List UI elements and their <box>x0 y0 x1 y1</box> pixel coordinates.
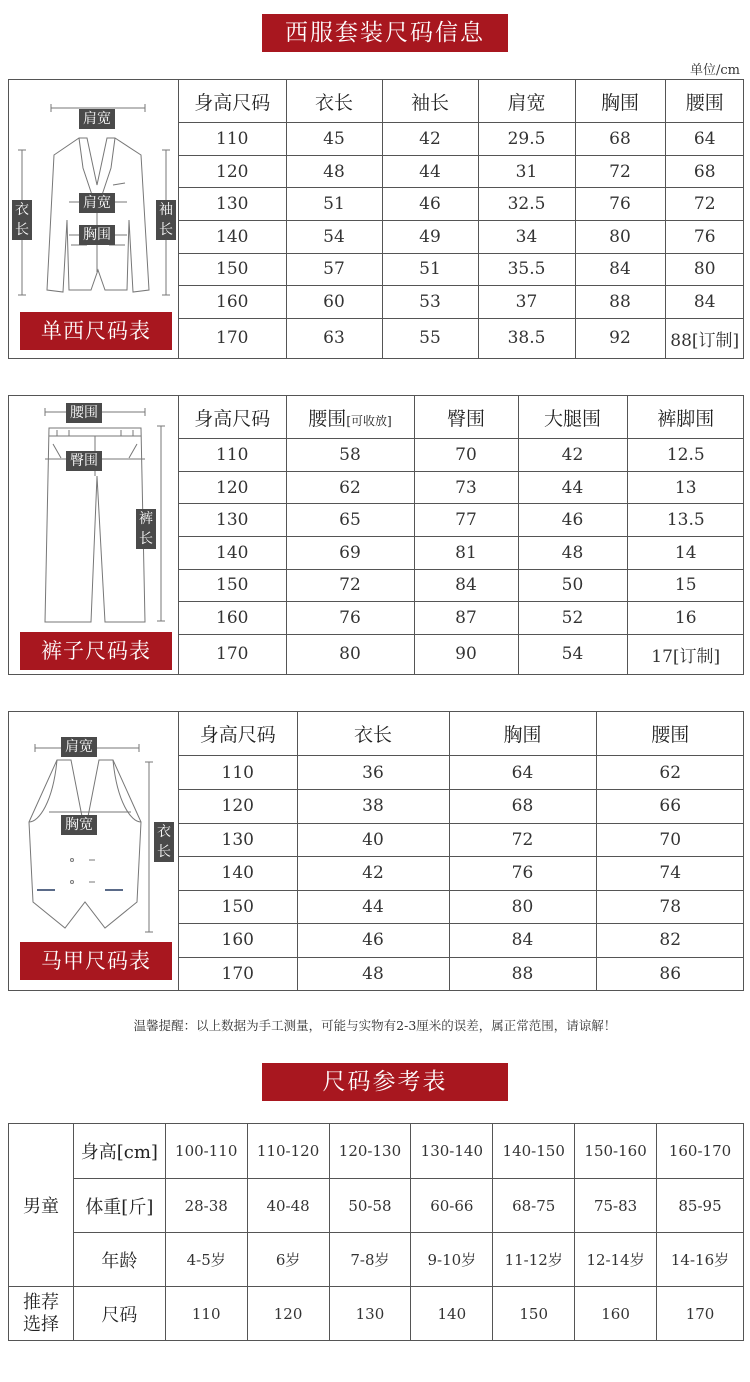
table-cell: 42 <box>297 857 449 891</box>
table-cell: 68 <box>449 789 596 823</box>
table-row <box>9 1179 744 1233</box>
table-cell: 84 <box>414 569 518 602</box>
table-cell: 42 <box>518 439 627 472</box>
table-cell: 120-130 <box>329 1124 411 1179</box>
table-row <box>179 756 744 790</box>
table-cell: 81 <box>414 537 518 570</box>
adjustable-note: [可收放] <box>346 413 392 428</box>
table-header-row <box>179 396 744 439</box>
header-cell: 胸围 <box>575 80 665 123</box>
table-cell: 54 <box>518 634 627 674</box>
table-cell: 84 <box>449 924 596 958</box>
jacket-table-tag: 单西尺码表 <box>20 312 172 350</box>
header-cell: 身高尺码 <box>179 712 297 756</box>
table-cell: 64 <box>665 123 744 156</box>
table-cell: 150 <box>179 569 286 602</box>
vest-size-table <box>179 712 744 990</box>
row-label: 尺码 <box>73 1287 165 1341</box>
table-cell: 80 <box>449 890 596 924</box>
table-cell: 110 <box>165 1287 247 1341</box>
table-cell: 110 <box>179 756 297 790</box>
table-cell: 68-75 <box>493 1179 575 1233</box>
table-cell: 78 <box>596 890 744 924</box>
table-cell: 46 <box>297 924 449 958</box>
table-cell: 64 <box>449 756 596 790</box>
table-cell: 68 <box>665 155 744 188</box>
jacket-section <box>8 79 744 359</box>
pants-table-tag: 裤子尺码表 <box>20 632 172 670</box>
table-cell: 38.5 <box>478 318 575 358</box>
table-cell: 160 <box>179 286 286 319</box>
chest-label: 胸围 <box>79 225 115 245</box>
header-text: 腰围 <box>308 407 347 430</box>
hip-label: 臀围 <box>66 451 102 471</box>
table-cell: 48 <box>297 957 449 990</box>
table-cell: 80 <box>665 253 744 286</box>
table-cell: 80 <box>575 221 665 254</box>
table-cell: 4-5岁 <box>165 1233 247 1287</box>
table-cell: 62 <box>596 756 744 790</box>
table-cell: 130 <box>179 823 297 857</box>
table-cell: 15 <box>627 569 744 602</box>
pants-size-table <box>179 396 744 674</box>
table-cell: 84 <box>665 286 744 319</box>
table-cell: 77 <box>414 504 518 537</box>
table-cell: 48 <box>518 537 627 570</box>
vest-length-label: 衣长 <box>154 822 174 862</box>
table-row <box>179 789 744 823</box>
table-cell: 44 <box>518 471 627 504</box>
table-cell: 37 <box>478 286 575 319</box>
table-cell: 28-38 <box>165 1179 247 1233</box>
table-cell: 120 <box>179 155 286 188</box>
table-cell: 160 <box>575 1287 657 1341</box>
header-cell: 身高尺码 <box>179 80 286 123</box>
unit-label: 单位/cm <box>690 63 740 78</box>
table-row <box>179 188 744 221</box>
table-cell: 140-150 <box>493 1124 575 1179</box>
row-label: 年龄 <box>73 1233 165 1287</box>
table-cell: 44 <box>297 890 449 924</box>
table-cell: 73 <box>414 471 518 504</box>
pants-illustration <box>9 396 179 674</box>
table-cell: 11-12岁 <box>493 1233 575 1287</box>
header-cell: 肩宽 <box>478 80 575 123</box>
table-cell: 40-48 <box>247 1179 329 1233</box>
table-row <box>179 602 744 635</box>
vest-shoulder-label: 肩宽 <box>61 737 97 757</box>
table-row <box>179 286 744 319</box>
table-row <box>179 537 744 570</box>
shoulder-label: 肩宽 <box>79 109 115 129</box>
table-cell: 45 <box>286 123 382 156</box>
table-cell: 54 <box>286 221 382 254</box>
table-cell: 160 <box>179 924 297 958</box>
table-cell: 13 <box>627 471 744 504</box>
table-cell: 85-95 <box>657 1179 744 1233</box>
table-cell: 92 <box>575 318 665 358</box>
row-label: 身高[cm] <box>73 1124 165 1179</box>
vest-chest-label: 胸宽 <box>61 815 97 835</box>
table-cell: 76 <box>449 857 596 891</box>
jacket-illustration <box>9 80 179 358</box>
table-cell: 40 <box>297 823 449 857</box>
group-cell: 男童 <box>9 1124 74 1287</box>
table-cell: 88 <box>575 286 665 319</box>
table-header-row <box>179 712 744 756</box>
header-cell: 腰围 <box>596 712 744 756</box>
table-cell: 170 <box>179 957 297 990</box>
table-cell: 7-8岁 <box>329 1233 411 1287</box>
header-cell: 衣长 <box>297 712 449 756</box>
table-cell: 130 <box>179 188 286 221</box>
table-cell: 72 <box>575 155 665 188</box>
table-row <box>179 890 744 924</box>
table-row <box>179 857 744 891</box>
table-cell: 57 <box>286 253 382 286</box>
table-cell: 50-58 <box>329 1179 411 1233</box>
table-cell: 58 <box>286 439 414 472</box>
table-row <box>179 957 744 990</box>
table-cell: 12-14岁 <box>575 1233 657 1287</box>
table-cell: 100-110 <box>165 1124 247 1179</box>
title-banner: 西服套装尺码信息 <box>262 14 508 52</box>
vest-section <box>8 711 744 991</box>
sleeve-label: 袖长 <box>156 200 176 240</box>
table-cell: 90 <box>414 634 518 674</box>
table-cell: 72 <box>449 823 596 857</box>
recommend-cell: 推荐选择 <box>9 1287 74 1341</box>
header-cell: 胸围 <box>449 712 596 756</box>
table-cell: 16 <box>627 602 744 635</box>
table-cell: 150-160 <box>575 1124 657 1179</box>
table-row <box>9 1287 744 1341</box>
measurement-note: 温馨提醒：以上数据为手工测量，可能与实物有2-3厘米的误差，属正常范围，请谅解！ <box>133 1018 617 1033</box>
table-cell: 48 <box>286 155 382 188</box>
table-cell: 34 <box>478 221 575 254</box>
table-cell: 170 <box>179 634 286 674</box>
vest-table-tag: 马甲尺码表 <box>20 942 172 980</box>
table-cell: 29.5 <box>478 123 575 156</box>
table-cell: 88[订制] <box>665 318 744 358</box>
table-cell: 62 <box>286 471 414 504</box>
table-cell: 69 <box>286 537 414 570</box>
table-cell: 130-140 <box>411 1124 493 1179</box>
header-cell: 身高尺码 <box>179 396 286 439</box>
table-row <box>179 634 744 674</box>
table-cell: 150 <box>179 253 286 286</box>
table-cell: 65 <box>286 504 414 537</box>
table-cell: 17[订制] <box>627 634 744 674</box>
waist-label: 腰围 <box>66 403 102 423</box>
table-cell: 72 <box>665 188 744 221</box>
table-cell: 160 <box>179 602 286 635</box>
table-cell: 60-66 <box>411 1179 493 1233</box>
table-row <box>179 439 744 472</box>
header-cell: 裤脚围 <box>627 396 744 439</box>
table-cell: 120 <box>179 471 286 504</box>
table-cell: 140 <box>179 537 286 570</box>
table-cell: 14 <box>627 537 744 570</box>
table-cell: 80 <box>286 634 414 674</box>
table-cell: 46 <box>382 188 478 221</box>
table-cell: 36 <box>297 756 449 790</box>
table-cell: 140 <box>179 221 286 254</box>
table-cell: 87 <box>414 602 518 635</box>
table-cell: 31 <box>478 155 575 188</box>
table-cell: 110 <box>179 439 286 472</box>
header-cell: 衣长 <box>286 80 382 123</box>
table-cell: 150 <box>493 1287 575 1341</box>
table-cell: 150 <box>179 890 297 924</box>
table-row <box>179 471 744 504</box>
header-cell: 袖长 <box>382 80 478 123</box>
table-row <box>9 1124 744 1179</box>
table-cell: 12.5 <box>627 439 744 472</box>
table-cell: 75-83 <box>575 1179 657 1233</box>
table-cell: 38 <box>297 789 449 823</box>
pants-section <box>8 395 744 675</box>
table-cell: 140 <box>411 1287 493 1341</box>
size-reference-table <box>8 1123 744 1341</box>
table-cell: 74 <box>596 857 744 891</box>
table-cell: 66 <box>596 789 744 823</box>
table-cell: 53 <box>382 286 478 319</box>
table-cell: 110 <box>179 123 286 156</box>
table-cell: 32.5 <box>478 188 575 221</box>
pants-length-label: 裤长 <box>136 509 156 549</box>
table-cell: 46 <box>518 504 627 537</box>
table-row <box>179 123 744 156</box>
table-row <box>9 1233 744 1287</box>
table-cell: 160-170 <box>657 1124 744 1179</box>
table-cell: 110-120 <box>247 1124 329 1179</box>
table-cell: 6岁 <box>247 1233 329 1287</box>
jacket-size-table <box>179 80 744 358</box>
table-cell: 42 <box>382 123 478 156</box>
header-cell <box>286 396 414 439</box>
header-cell: 大腿围 <box>518 396 627 439</box>
table-cell: 44 <box>382 155 478 188</box>
vest-illustration <box>9 712 179 990</box>
table-cell: 51 <box>382 253 478 286</box>
table-cell: 63 <box>286 318 382 358</box>
table-cell: 70 <box>414 439 518 472</box>
header-cell: 臀围 <box>414 396 518 439</box>
table-cell: 84 <box>575 253 665 286</box>
reference-title-banner: 尺码参考表 <box>262 1063 508 1101</box>
table-cell: 55 <box>382 318 478 358</box>
table-cell: 140 <box>179 857 297 891</box>
table-row <box>179 318 744 358</box>
table-cell: 88 <box>449 957 596 990</box>
table-cell: 130 <box>179 504 286 537</box>
table-cell: 76 <box>665 221 744 254</box>
table-row <box>179 253 744 286</box>
table-cell: 130 <box>329 1287 411 1341</box>
table-cell: 120 <box>247 1287 329 1341</box>
table-cell: 51 <box>286 188 382 221</box>
row-label: 体重[斤] <box>73 1179 165 1233</box>
table-cell: 50 <box>518 569 627 602</box>
table-cell: 14-16岁 <box>657 1233 744 1287</box>
table-row <box>179 823 744 857</box>
table-cell: 76 <box>286 602 414 635</box>
table-row <box>179 155 744 188</box>
table-cell: 170 <box>179 318 286 358</box>
table-cell: 13.5 <box>627 504 744 537</box>
table-cell: 35.5 <box>478 253 575 286</box>
table-row <box>179 504 744 537</box>
table-cell: 120 <box>179 789 297 823</box>
table-cell: 49 <box>382 221 478 254</box>
table-cell: 52 <box>518 602 627 635</box>
table-cell: 68 <box>575 123 665 156</box>
table-cell: 86 <box>596 957 744 990</box>
table-cell: 72 <box>286 569 414 602</box>
table-row <box>179 569 744 602</box>
shoulder-mid-label: 肩宽 <box>79 193 115 213</box>
table-cell: 82 <box>596 924 744 958</box>
table-row <box>179 221 744 254</box>
table-cell: 76 <box>575 188 665 221</box>
table-cell: 60 <box>286 286 382 319</box>
header-cell: 腰围 <box>665 80 744 123</box>
table-cell: 9-10岁 <box>411 1233 493 1287</box>
table-cell: 170 <box>657 1287 744 1341</box>
table-header-row <box>179 80 744 123</box>
length-label: 衣长 <box>12 200 32 240</box>
table-cell: 70 <box>596 823 744 857</box>
table-row <box>179 924 744 958</box>
